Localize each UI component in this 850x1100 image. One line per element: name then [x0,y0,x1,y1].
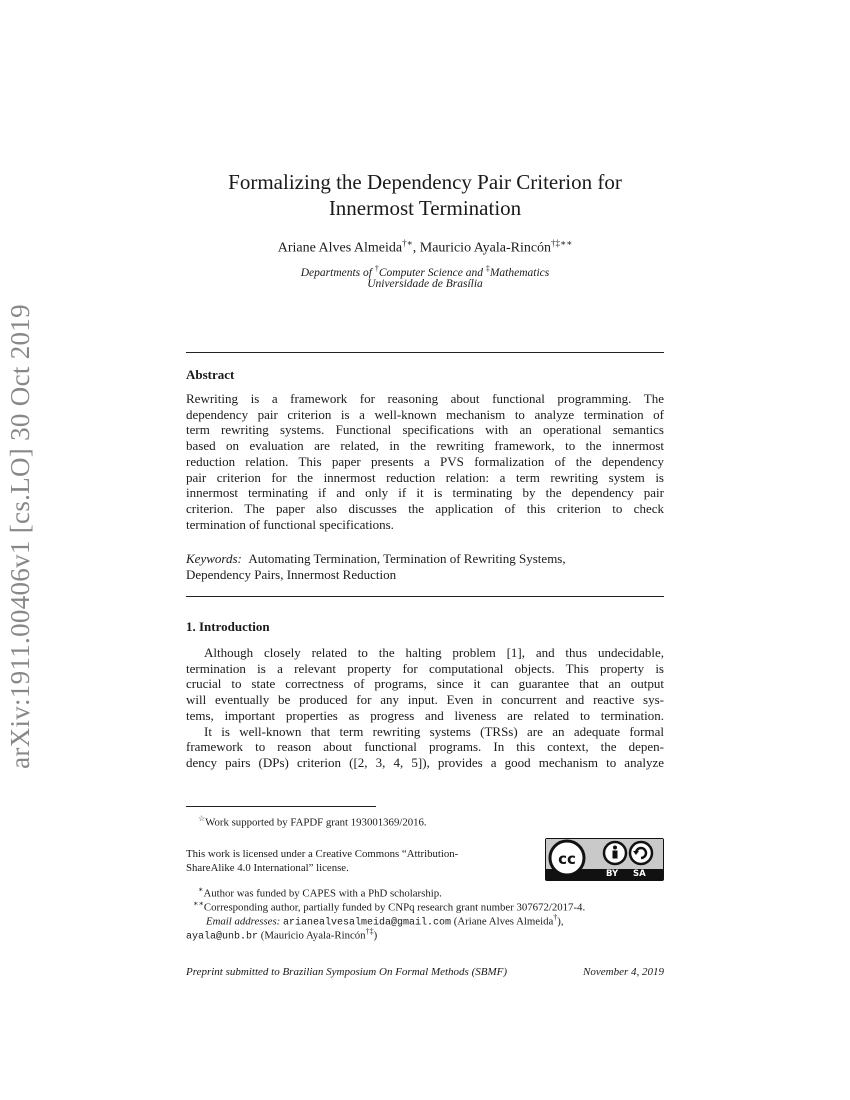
affiliation-line-1 [0,264,850,279]
footnote-support-text: Work supported by FAPDF grant 193001369/2016. [205,816,427,829]
preprint-venue: Preprint submitted to Brazilian Symposium On Formal Methods (SBMF) [186,966,508,978]
email-2-owner-mark: †‡ [365,927,374,936]
author-1: Ariane Alves Almeida [277,240,403,256]
affiliation-text: Departments of [300,266,375,279]
email-label: Email addresses: [206,915,281,928]
footnote-2-text: Corresponding author, partially funded by CNPq research grant number 307672/2017-4. [203,901,586,914]
keywords-text: Automating Termination, Termination of Rewriting Systems, [248,551,566,566]
intro-line: crucial to state correctness of programs, since it can guarantee that an output [186,676,664,692]
abstract-line: Rewriting is a framework for reasoning about functional programming. The [186,391,664,406]
email-1-owner-mark: † [553,913,558,922]
abstract-line: innermost terminating if and only if it is terminating by the dependency pair [186,485,664,501]
introduction-heading: 1. Introduction [186,619,270,634]
footnote-support [198,812,427,830]
arxiv-identifier-stamp [2,296,38,776]
author-2-marks: †‡∗∗ [551,238,573,248]
intro-line: termination is a relevant property for computational objects. This property is [186,660,664,676]
introduction-body [186,645,664,771]
author-separator: , [412,240,420,256]
author-2: Mauricio Ayala-Rincón [419,240,552,256]
email-line-2 [186,925,377,945]
cc-by-sa-badge[interactable] [545,838,664,881]
intro-line: will eventually be produced for any input. Even in concurrent and reactive sys- [186,692,664,708]
author-list [0,238,850,257]
abstract-line: based on evaluation are related, in the rewriting framework, to the innermost [186,438,664,454]
cc-by-label: BY [606,869,619,879]
author-1-marks: †∗ [402,238,413,248]
keywords-line-1 [186,551,664,567]
intro-line: framework to reason about functional programs. In this context, the depen- [186,739,664,755]
preprint-footer [186,966,664,978]
email-1-owner-end: ), [557,915,564,928]
email-2-link[interactable]: ayala@unb.br [186,931,259,943]
keywords-line-2: Dependency Pairs, Innermost Reduction [186,566,397,582]
paper-title-line-1: Formalizing the Dependency Pair Criterion for [228,170,622,194]
email-1-link[interactable]: arianealvesalmeida@gmail.com [282,917,452,929]
abstract-heading: Abstract [186,367,235,382]
footnote-support-mark: ☆ [198,814,206,823]
abstract-line: termination of functional specifications. [186,516,394,532]
affiliation-text: Mathematics [489,266,550,279]
email-1-owner: (Ariane Alves Almeida [453,915,554,928]
abstract-line: dependency pair criterion is a well-known mechanism to analyze termination of [186,406,664,422]
cc-sa-label: SA [633,869,646,879]
intro-line: tems, important properties as progress and liveness are related to termination. [186,707,664,723]
svg-text:cc: cc [558,850,576,868]
affiliation-mark: † [374,264,379,273]
footnote-2-mark: ∗∗ [193,899,204,908]
abstract-line: reduction relation. This paper presents a PVS formalization of the dependency [186,453,664,469]
affiliation-text: Computer Science and [378,266,486,279]
license-line-1: This work is licensed under a Creative Commons “Attribution- [186,848,459,860]
affiliation-mark: ‡ [485,264,490,273]
footnote-rule [186,806,376,807]
intro-line: It is well-known that term rewriting systems (TRSs) are an adequate formal [204,723,664,739]
abstract-top-rule [186,352,664,353]
arxiv-identifier-text: arXiv:1911.00406v1 [cs.LO] 30 Oct 2019 [4,303,35,769]
abstract-line: criterion. The paper also discusses the application of this criterion to check [186,500,664,516]
paper-title-line-2: Innermost Termination [328,196,522,220]
abstract-line: pair criterion for the innermost reduction relation: a term rewriting system is [186,469,664,485]
intro-line: dency pairs (DPs) criterion ([2, 3, 4, 5]), provides a good mechanism to analyze [186,754,664,770]
keywords [186,551,664,582]
preprint-date: November 4, 2019 [583,966,664,978]
affiliation-line-2: Universidade de Brasília [367,278,483,290]
email-2-owner-end: ) [373,929,378,942]
footnote-1-text: Author was funded by CAPES with a PhD scholarship. [203,887,442,900]
abstract-line: term rewriting systems. Functional specifications with an operational semantics [186,422,664,438]
sharealike-icon [630,842,652,864]
intro-line: Although closely related to the halting problem [1], and thus undecidable, [204,645,664,660]
license-line-2: ShareAlike 4.0 International” license. [186,862,349,874]
abstract-bottom-rule [186,596,664,597]
footnote-1-mark: ∗ [198,885,204,894]
abstract-body [186,391,664,532]
email-2-owner: (Mauricio Ayala-Rincón [260,929,366,942]
keywords-label: Keywords: [186,551,242,566]
